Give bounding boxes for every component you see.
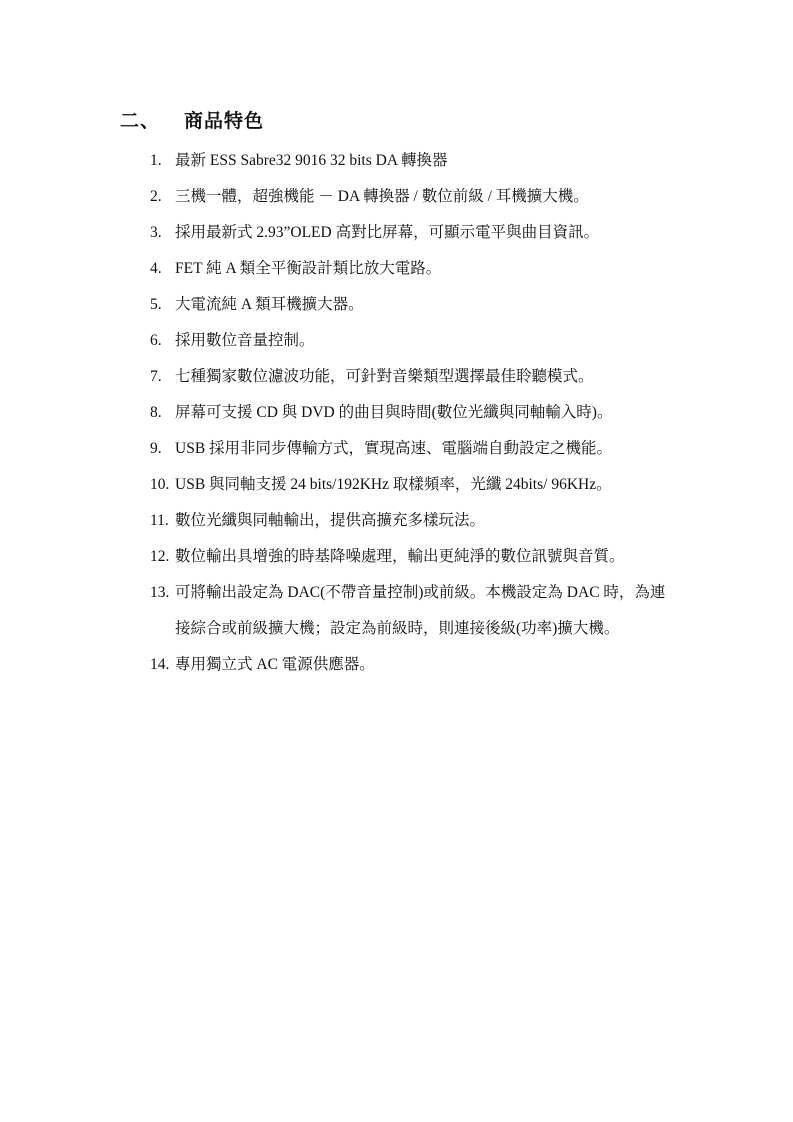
section-number: 二、 (120, 110, 161, 132)
list-item-continuation: 接綜合或前級擴大機；設定為前級時，則連接後級(功率)擴大機。 (175, 620, 620, 637)
list-item-number: 3. (150, 224, 162, 241)
list-item-number: 10. (150, 476, 170, 493)
list-item-text: 採用最新式 2.93”OLED 高對比屏幕，可顯示電平與曲目資訊。 (175, 224, 600, 241)
list-item-text (175, 582, 665, 640)
list-item-number: 13. (150, 584, 170, 601)
list-item (150, 438, 710, 460)
list-item (150, 474, 710, 496)
section-title: 商品特色 (184, 110, 265, 132)
list-item (150, 510, 710, 532)
list-item-text: USB 採用非同步傳輸方式，實現高速、電腦端自動設定之機能。 (175, 440, 613, 457)
list-item (150, 654, 710, 676)
section-heading (120, 106, 264, 133)
list-item-text: 採用數位音量控制。 (175, 332, 315, 349)
list-item (150, 330, 710, 352)
list-item-text: 三機一體，超強機能 － DA 轉換器 / 數位前級 / 耳機擴大機。 (175, 188, 589, 205)
list-item (150, 150, 710, 172)
list-item (150, 186, 710, 208)
list-item (150, 402, 710, 424)
list-item-text: 專用獨立式 AC 電源供應器。 (175, 656, 375, 673)
list-item-number: 12. (150, 548, 170, 565)
list-item-text: 數位光纖與同軸輸出，提供高擴充多樣玩法。 (175, 512, 486, 529)
list-item (150, 582, 710, 640)
list-item-text: FET 純 A 類全平衡設計類比放大電路。 (175, 260, 442, 277)
list-item-text: 七種獨家數位濾波功能，可針對音樂類型選擇最佳聆聽模式。 (175, 368, 594, 385)
list-item-number: 11. (150, 512, 169, 529)
list-item (150, 366, 710, 388)
list-item-number: 4. (150, 260, 162, 277)
list-item-number: 7. (150, 368, 162, 385)
list-item-number: 2. (150, 188, 162, 205)
list-item-number: 5. (150, 296, 162, 313)
list-item-number: 6. (150, 332, 162, 349)
feature-list (150, 150, 710, 690)
list-item-number: 14. (150, 656, 170, 673)
list-item-line: 可將輸出設定為 DAC(不帶音量控制)或前級。本機設定為 DAC 時，為連 (175, 584, 666, 601)
list-item (150, 294, 710, 316)
list-item-number: 9. (150, 440, 162, 457)
list-item-number: 8. (150, 404, 162, 421)
list-item (150, 222, 710, 244)
list-item-text: 數位輸出具增強的時基降噪處理，輸出更純淨的數位訊號與音質。 (175, 548, 625, 565)
list-item (150, 258, 710, 280)
list-item (150, 546, 710, 568)
list-item-text: 屏幕可支援 CD 與 DVD 的曲目與時間(數位光纖與同軸輸入時)。 (175, 404, 613, 421)
list-item-text: 最新 ESS Sabre32 9016 32 bits DA 轉換器 (175, 152, 448, 169)
list-item-number: 1. (150, 152, 162, 169)
list-item-text: 大電流純 A 類耳機擴大器。 (175, 296, 364, 313)
list-item-text: USB 與同軸支援 24 bits/192KHz 取樣頻率，光纖 24bits/ 96KHz。 (175, 476, 612, 493)
